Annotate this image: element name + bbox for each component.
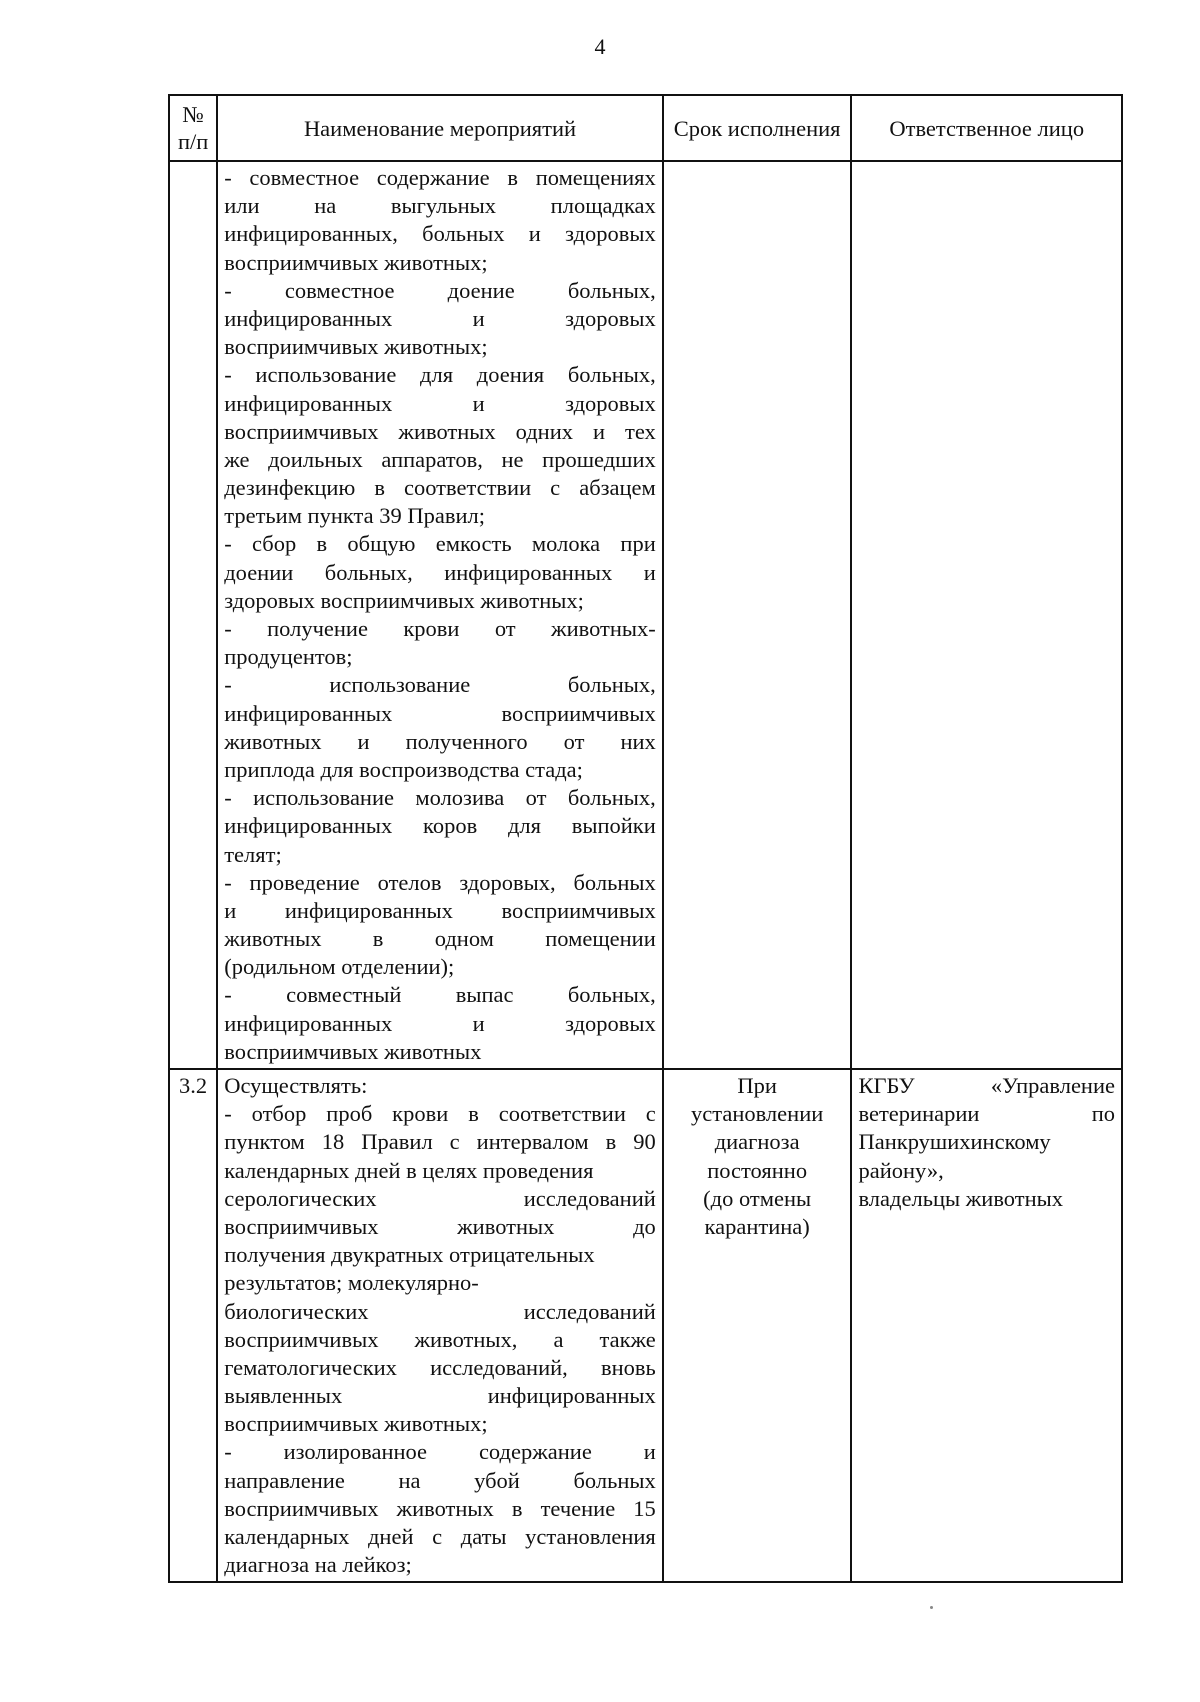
measure-line: - проведение отелов здоровых, больных bbox=[224, 869, 656, 895]
row-number bbox=[169, 161, 217, 1069]
measure-line: и инфицированных восприимчивых bbox=[224, 897, 656, 923]
measure-line: инфицированных, больных и здоровых bbox=[224, 221, 656, 247]
measure-line: инфицированных и здоровых bbox=[224, 305, 656, 331]
measure-line: инфицированных и здоровых bbox=[224, 390, 656, 416]
measure-line: календарных дней в целях проведения bbox=[224, 1157, 594, 1183]
measure-line: доении больных, инфицированных и bbox=[224, 559, 656, 585]
measure-line: телят; bbox=[224, 841, 282, 867]
measure-line: - совместное содержание в помещениях bbox=[224, 165, 656, 190]
row-number: 3.2 bbox=[169, 1069, 217, 1582]
measure-line: восприимчивых животных до bbox=[224, 1213, 656, 1239]
header-num: № п/п bbox=[169, 95, 217, 161]
measure-line: же доильных аппаратов, не прошедших bbox=[224, 446, 656, 472]
measure-line: или на выгульных площадках bbox=[224, 193, 656, 219]
term-line: При bbox=[737, 1073, 777, 1098]
measure-line: восприимчивых животных в течение 15 bbox=[224, 1495, 656, 1521]
header-term: Срок исполнения bbox=[663, 95, 852, 161]
measure-line: восприимчивых животных одних и тех bbox=[224, 418, 656, 444]
measure-line: продуцентов; bbox=[224, 644, 353, 670]
measure-text bbox=[217, 1069, 663, 1582]
responsible-cell bbox=[851, 161, 1122, 1069]
measure-line: биологических исследований bbox=[224, 1298, 656, 1324]
measure-line: животных в одном помещении bbox=[224, 926, 656, 952]
measure-line: Осуществлять: bbox=[224, 1073, 368, 1098]
measure-line: животных и полученного от них bbox=[224, 728, 656, 754]
measure-line: - получение крови от животных- bbox=[224, 616, 656, 641]
measure-line: восприимчивых животных; bbox=[224, 1411, 488, 1437]
measure-line: третьим пункта 39 Правил; bbox=[224, 503, 486, 529]
measure-line: гематологических исследований, вновь bbox=[224, 1354, 656, 1380]
measure-line: серологических исследований bbox=[224, 1185, 656, 1211]
measure-line: инфицированных и здоровых bbox=[224, 1010, 656, 1036]
measure-line: - использование молозива от больных, bbox=[224, 785, 656, 811]
term-line: карантина) bbox=[704, 1213, 810, 1239]
page-number: 4 bbox=[594, 34, 606, 59]
measure-line: - совместное доение больных, bbox=[224, 277, 656, 303]
measure-line: восприимчивых животных; bbox=[224, 334, 488, 360]
measure-line: получения двукратных отрицательных bbox=[224, 1242, 595, 1268]
measure-line: диагноза на лейкоз; bbox=[224, 1552, 412, 1578]
table-row bbox=[169, 1069, 1122, 1582]
table-row bbox=[169, 161, 1122, 1069]
measure-line: - изолированное содержание и bbox=[224, 1439, 656, 1465]
measure-line: инфицированных коров для выпойки bbox=[224, 813, 656, 839]
header-name: Наименование мероприятий bbox=[217, 95, 663, 161]
responsible-line: владельцы животных bbox=[858, 1185, 1063, 1211]
measure-line: приплода для воспроизводства стада; bbox=[224, 756, 583, 782]
term-line: установлении bbox=[690, 1101, 824, 1127]
measure-line: восприимчивых животных; bbox=[224, 249, 488, 275]
measure-line: (родильном отделении); bbox=[224, 954, 455, 980]
measure-line: - использование больных, bbox=[224, 672, 656, 698]
measure-line: выявленных инфицированных bbox=[224, 1383, 656, 1409]
term-cell bbox=[663, 161, 852, 1069]
table-header-row bbox=[169, 95, 1122, 161]
measure-line: - использование для доения больных, bbox=[224, 362, 656, 388]
measure-line: направление на убой больных bbox=[224, 1467, 656, 1493]
term-line: диагноза bbox=[714, 1129, 800, 1155]
measure-line: результатов; молекулярно- bbox=[224, 1270, 479, 1296]
measure-line: пунктом 18 Правил с интервалом в 90 bbox=[224, 1129, 656, 1155]
measure-line: - совместный выпас больных, bbox=[224, 982, 656, 1008]
measure-line: здоровых восприимчивых животных; bbox=[224, 587, 584, 613]
measure-line: - отбор проб крови в соответствии с bbox=[224, 1101, 656, 1127]
term-cell bbox=[663, 1069, 852, 1582]
measure-line: календарных дней с даты установления bbox=[224, 1524, 656, 1549]
header-responsible: Ответственное лицо bbox=[851, 95, 1122, 161]
term-line: постоянно bbox=[707, 1157, 808, 1183]
responsible-line: КГБУ «Управление bbox=[858, 1073, 1115, 1098]
responsible-line: Панкрушихинскому bbox=[858, 1129, 1051, 1155]
responsible-line: району», bbox=[858, 1157, 944, 1183]
responsible-line: ветеринарии по bbox=[858, 1101, 1115, 1127]
measure-text bbox=[217, 161, 663, 1069]
scan-speck bbox=[930, 1606, 933, 1609]
measure-line: дезинфекцию в соответствии с абзацем bbox=[224, 475, 656, 501]
measures-table bbox=[168, 94, 1123, 1583]
responsible-cell bbox=[851, 1069, 1122, 1582]
measure-line: инфицированных восприимчивых bbox=[224, 700, 656, 726]
measure-line: восприимчивых животных bbox=[224, 1038, 482, 1064]
measure-line: - сбор в общую емкость молока при bbox=[224, 531, 656, 557]
measure-line: восприимчивых животных, а также bbox=[224, 1326, 656, 1352]
term-line: (до отмены bbox=[703, 1185, 812, 1211]
